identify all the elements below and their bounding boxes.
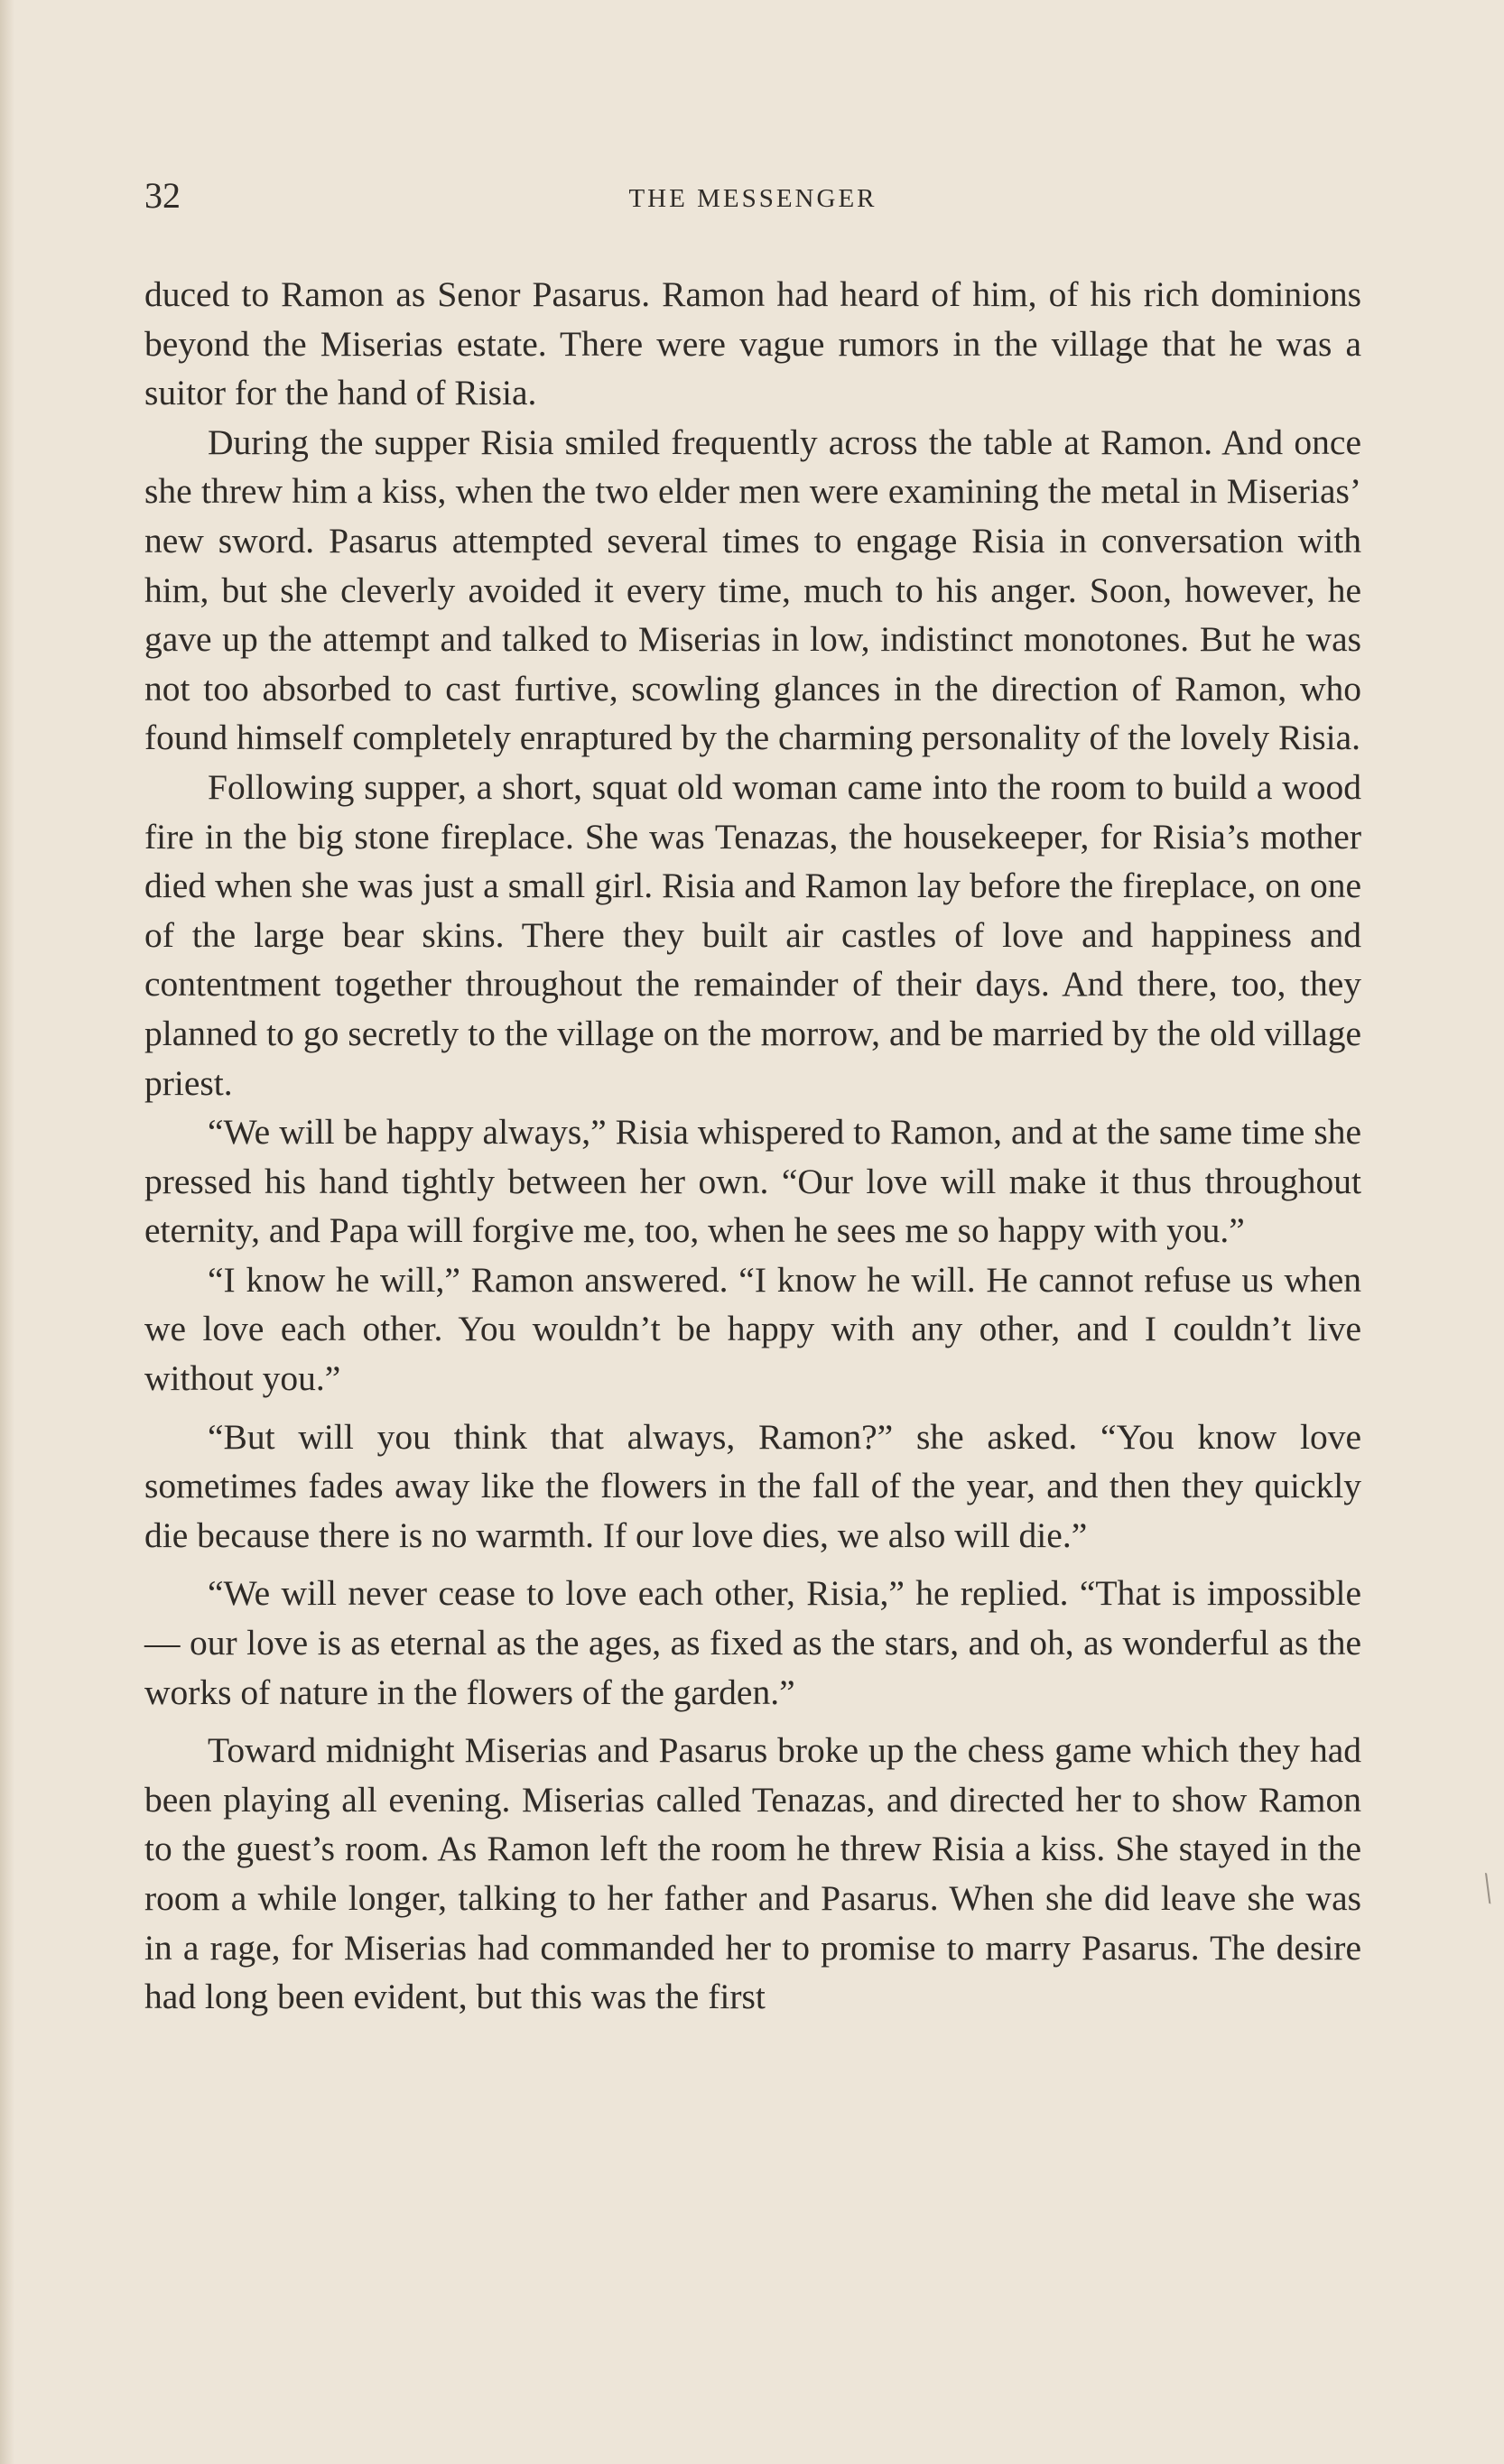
paragraph-7: “We will never cease to love each other, Risia,” he replied. “That is impossible — our love is as eternal as the ages, as fixed as the stars, and oh, as wonderful as the works of nature in the flowers of the garden.” bbox=[144, 1573, 1361, 1712]
margin-mark-icon: ╲ bbox=[1476, 1874, 1499, 1904]
paragraph-5: “I know he will,” Ramon answered. “I know he will. He cannot refuse us when we love each other. You wouldn’t be happy with any other, and I couldn’t live without you.” bbox=[144, 1259, 1361, 1399]
paragraph-1: duced to Ramon as Senor Pasarus. Ramon had heard of him, of his rich dominions beyond the Miserias estate. There were vague rumors in the village that he was a suitor for the hand of Risia. bbox=[144, 274, 1361, 413]
paragraph-4: “We will be happy always,” Risia whispered to Ramon, and at the same time she pressed his hand tightly between her own. “Our love will make it thus throughout eternity, and Papa will forgive me, too, when he sees me so happy with you.” bbox=[144, 1112, 1361, 1251]
page-number: 32 bbox=[144, 175, 181, 216]
page-gutter-shadow bbox=[0, 0, 14, 2464]
running-title: THE MESSENGER bbox=[628, 184, 877, 213]
body-text bbox=[144, 270, 1361, 2022]
paragraph-8: Toward midnight Miserias and Pasarus broke up the chess game which they had been playing all evening. Miserias called Tenazas, and directed her to show Ramon to the guest’s room. As Ramon left the room he threw Risia a kiss. She stayed in the room a while longer, talking to her father and Pasarus. When she did leave she was in a rage, for Miserias had commanded her to promise to marry Pasarus. The desire had long been evident, but this was the first bbox=[144, 1730, 1361, 2017]
page-header bbox=[144, 171, 1361, 220]
paragraph-2: During the supper Risia smiled frequently across the table at Ramon. And once she threw him a kiss, when the two elder men were examining the metal in Miserias’ new sword. Pasarus attempted several times to engage Risia in conversation with him, but she cleverly avoided it every time, much to his anger. Soon, however, he gave up the attempt and talked to Miserias in low, indistinct monotones. But he was not too absorbed to cast furtive, scowling glances in the direction of Ramon, who found himself completely enraptured by the charming personality of the lovely Risia. bbox=[144, 421, 1361, 758]
paragraph-6: “But will you think that always, Ramon?” she asked. “You know love sometimes fades away like the flowers in the fall of the year, and then they quickly die because there is no warmth. If our love dies, we also will die.” bbox=[144, 1416, 1361, 1555]
paragraph-3: Following supper, a short, squat old woman came into the room to build a wood fire in the big stone fireplace. She was Tenazas, the housekeeper, for Risia’s mother died when she was just a small girl. Risia and Ramon lay before the fireplace, on one of the large bear skins. There they built air castles of love and happiness and contentment together throughout the remainder of their days. And there, too, they planned to go secretly to the village on the morrow, and be married by the old village priest. bbox=[144, 766, 1361, 1103]
